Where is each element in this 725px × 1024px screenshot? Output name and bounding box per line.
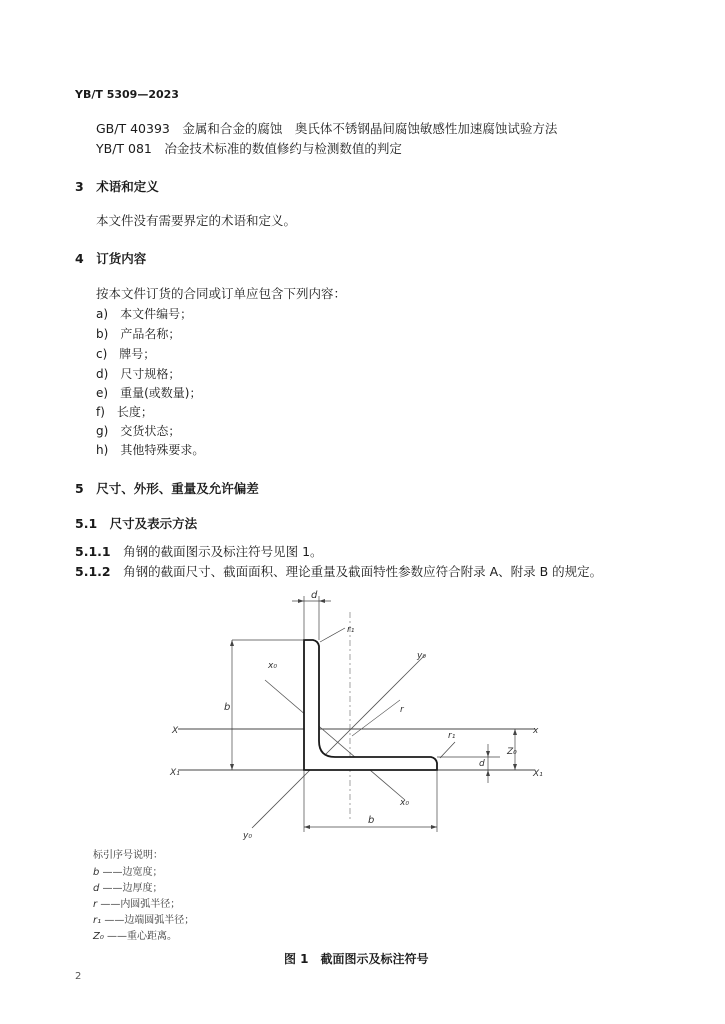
label-d-top: d — [311, 590, 318, 601]
section-number: 5 — [75, 481, 84, 496]
clause-text: 角钢的截面尺寸、截面面积、理论重量及截面特性参数应符合附录 A、附录 B 的规定。 — [123, 564, 603, 579]
label-x0-bottom: x₀ — [400, 798, 409, 808]
legend-title: 标引序号说明： — [93, 850, 163, 861]
document-header: YB/T 5309—2023 — [75, 88, 179, 101]
reference-title: 金属和合金的腐蚀 奥氏体不锈钢晶间腐蚀敏感性加速腐蚀试验方法 — [182, 121, 558, 136]
r-leader — [352, 700, 400, 736]
section-number: 3 — [75, 179, 84, 194]
reference-title: 冶金技术标准的数值修约与检测数值的判定 — [164, 141, 402, 156]
section-4-intro: 按本文件订货的合同或订单应包含下列内容： — [96, 286, 347, 301]
clause-number: 5.1.1 — [75, 544, 111, 559]
list-item: c) 牌号； — [96, 347, 156, 361]
section-title: 尺寸及表示方法 — [109, 516, 198, 531]
x0-axis — [265, 680, 405, 800]
label-r1-top: r₁ — [347, 625, 355, 635]
section-title: 订货内容 — [96, 251, 147, 266]
legend-item: d ——边厚度； — [93, 883, 163, 894]
reference-code: GB/T 40393 — [96, 121, 170, 136]
figure-caption: 图 1 截面图示及标注符号 — [284, 952, 429, 966]
list-item: b) 产品名称； — [96, 327, 181, 341]
clause-number: 5.1.2 — [75, 564, 111, 579]
legend-item: Z₀ ——重心距离。 — [93, 931, 178, 942]
label-x: X — [172, 726, 179, 736]
clause-text: 角钢的截面图示及标注符号见图 1。 — [123, 544, 323, 559]
label-y0-bottom: y₀ — [243, 831, 252, 841]
list-item: f) 长度； — [96, 405, 153, 419]
label-b-left: b — [224, 702, 231, 713]
label-x1-right: X₁ — [533, 769, 543, 779]
label-d-right: d — [479, 759, 485, 769]
list-item: d) 尺寸规格； — [96, 367, 181, 381]
label-r1-right: r₁ — [448, 731, 456, 741]
section-number: 5.1 — [75, 516, 98, 531]
page-number: 2 — [75, 971, 82, 982]
label-b-bottom: b — [368, 815, 375, 826]
label-x-right: x — [533, 726, 539, 736]
list-item: h) 其他特殊要求。 — [96, 443, 205, 457]
label-z0: Z₀ — [507, 747, 517, 757]
label-y0-top: y₀ — [417, 651, 426, 661]
label-r: r — [400, 705, 404, 715]
section-title: 术语和定义 — [96, 179, 159, 194]
legend-item: r₁ ——边端圆弧半径； — [93, 915, 195, 926]
list-item: a) 本文件编号； — [96, 307, 193, 321]
label-x1: X₁ — [170, 768, 180, 778]
section-title: 尺寸、外形、重量及允许偏差 — [96, 481, 259, 496]
list-item: e) 重量(或数量)； — [96, 386, 202, 400]
section-number: 4 — [75, 251, 84, 266]
legend-item: r ——内圆弧半径； — [93, 899, 181, 910]
section-3-text: 本文件没有需要界定的术语和定义。 — [96, 213, 297, 228]
list-item: g) 交货状态； — [96, 424, 181, 438]
reference-code: YB/T 081 — [96, 141, 152, 156]
legend-item: b ——边宽度； — [93, 867, 163, 878]
label-x0-top: x₀ — [268, 661, 277, 671]
